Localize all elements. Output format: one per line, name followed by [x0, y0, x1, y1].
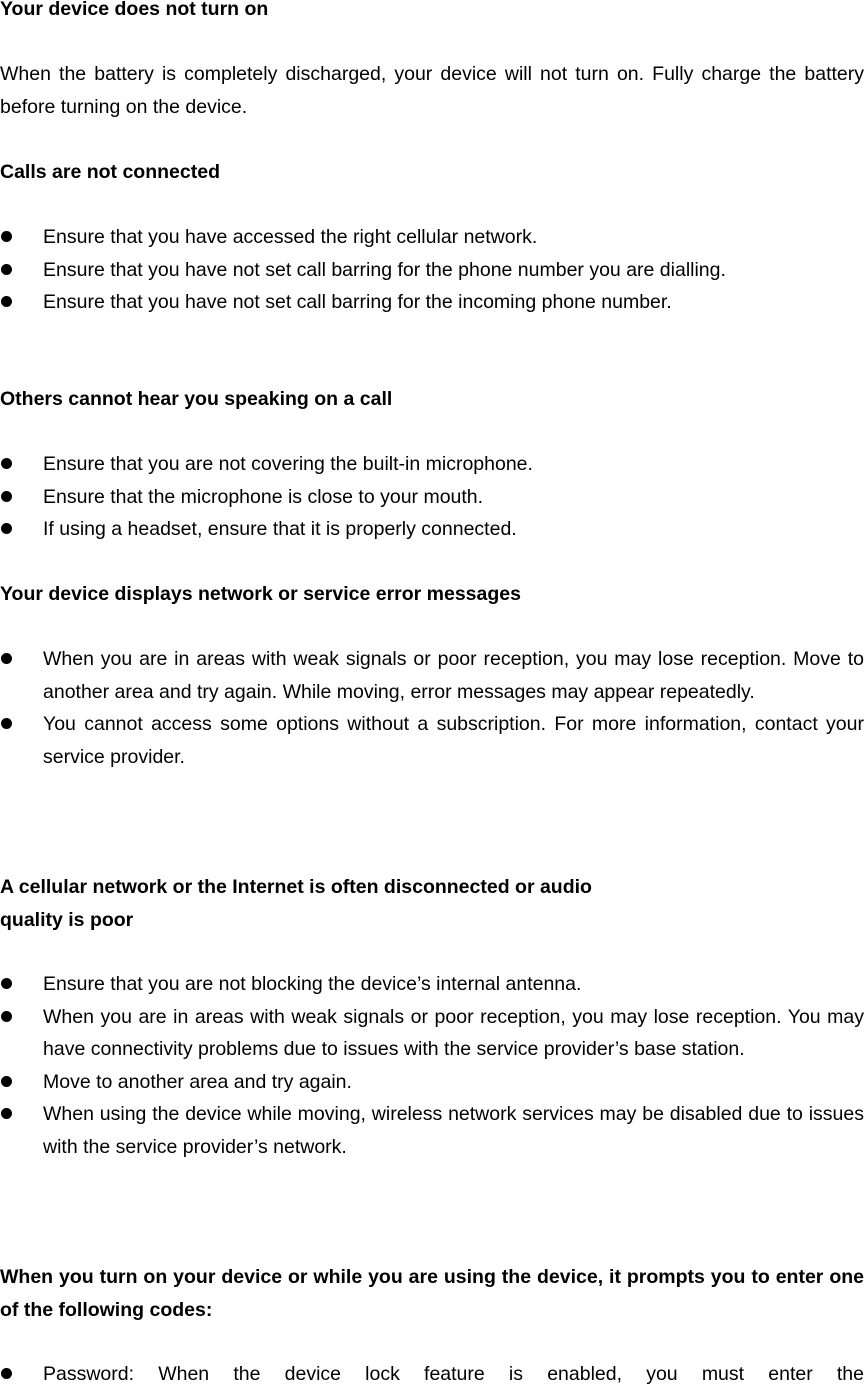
list-item [0, 286, 864, 319]
bullet-list-network-errors [0, 643, 864, 773]
list-item-text: Ensure that the microphone is close to your mouth. [43, 485, 484, 508]
list-item-text: When you are in areas with weak signals or poor reception, you may lose reception. Move to another area and try again. While moving, error messages may appear repeatedly. [43, 648, 864, 703]
list-item [0, 513, 864, 546]
bullet-list-codes [0, 1358, 864, 1387]
section-heading-line: quality is poor [0, 908, 134, 931]
list-item [0, 221, 864, 254]
paragraph-battery-discharged: When the battery is completely discharged, your device will not turn on. Fully charge the battery before turning on the device. [0, 63, 864, 118]
list-item-text: Ensure that you have not set call barring for the phone number you are dialling. [43, 258, 726, 281]
list-item [0, 1358, 864, 1387]
list-item-text: When you are in areas with weak signals or poor reception, you may lose reception. You may have connectivity problems due to issues with the service provider’s base station. [43, 1005, 864, 1060]
bullet-icon [1, 458, 12, 469]
list-item [0, 968, 864, 1001]
section-heading-line: A cellular network or the Internet is often disconnected or audio [0, 876, 592, 898]
bullet-icon [1, 491, 12, 502]
section-heading-calls-not-connected: Calls are not connected [0, 161, 220, 183]
list-item [0, 1098, 864, 1163]
bullet-icon [1, 1108, 12, 1119]
bullet-icon [1, 653, 12, 664]
list-item-text: Ensure that you are not blocking the device’s internal antenna. [43, 973, 582, 995]
list-item-text: When using the device while moving, wireless network services may be disabled due to issues with the service provider’s network. [43, 1103, 864, 1158]
list-item-text: Ensure that you have not set call barring for the incoming phone number. [43, 291, 672, 313]
list-item [0, 448, 864, 481]
list-item-text: Move to another area and try again. [43, 1070, 352, 1093]
bullet-icon [1, 718, 12, 729]
bullet-icon [1, 1011, 12, 1022]
list-item [0, 1066, 864, 1099]
bullet-icon [1, 231, 12, 242]
bullet-list-calls [0, 221, 864, 319]
section-heading-codes-prompt: When you turn on your device or while you are using the device, it prompts you to enter one of the following codes: [0, 1266, 864, 1321]
bullet-icon [1, 978, 12, 989]
list-item-text: Ensure that you are not covering the built-in microphone. [43, 453, 533, 475]
list-item-text: Password: When the device lock feature is enabled, you must enter the [43, 1363, 864, 1385]
list-item [0, 708, 864, 773]
bullet-list-microphone [0, 448, 864, 546]
list-item-text: You cannot access some options without a subscription. For more information, contact your service provider. [43, 713, 864, 768]
bullet-icon [1, 1368, 12, 1379]
bullet-icon [1, 296, 12, 307]
section-heading-others-cannot-hear: Others cannot hear you speaking on a call [0, 388, 393, 410]
bullet-icon [1, 1076, 12, 1087]
bullet-icon [1, 264, 12, 275]
list-item [0, 1001, 864, 1066]
bullet-icon [1, 523, 12, 534]
bullet-list-connectivity [0, 968, 864, 1163]
section-heading-device-not-turn-on: Your device does not turn on [0, 0, 269, 20]
section-heading-network-disconnected [0, 871, 864, 936]
list-item [0, 254, 864, 287]
list-item-text: Ensure that you have accessed the right cellular network. [43, 226, 538, 248]
list-item [0, 481, 864, 514]
list-item-text: If using a headset, ensure that it is properly connected. [43, 518, 517, 540]
section-heading-network-error-messages: Your device displays network or service error messages [0, 583, 521, 605]
list-item [0, 643, 864, 708]
